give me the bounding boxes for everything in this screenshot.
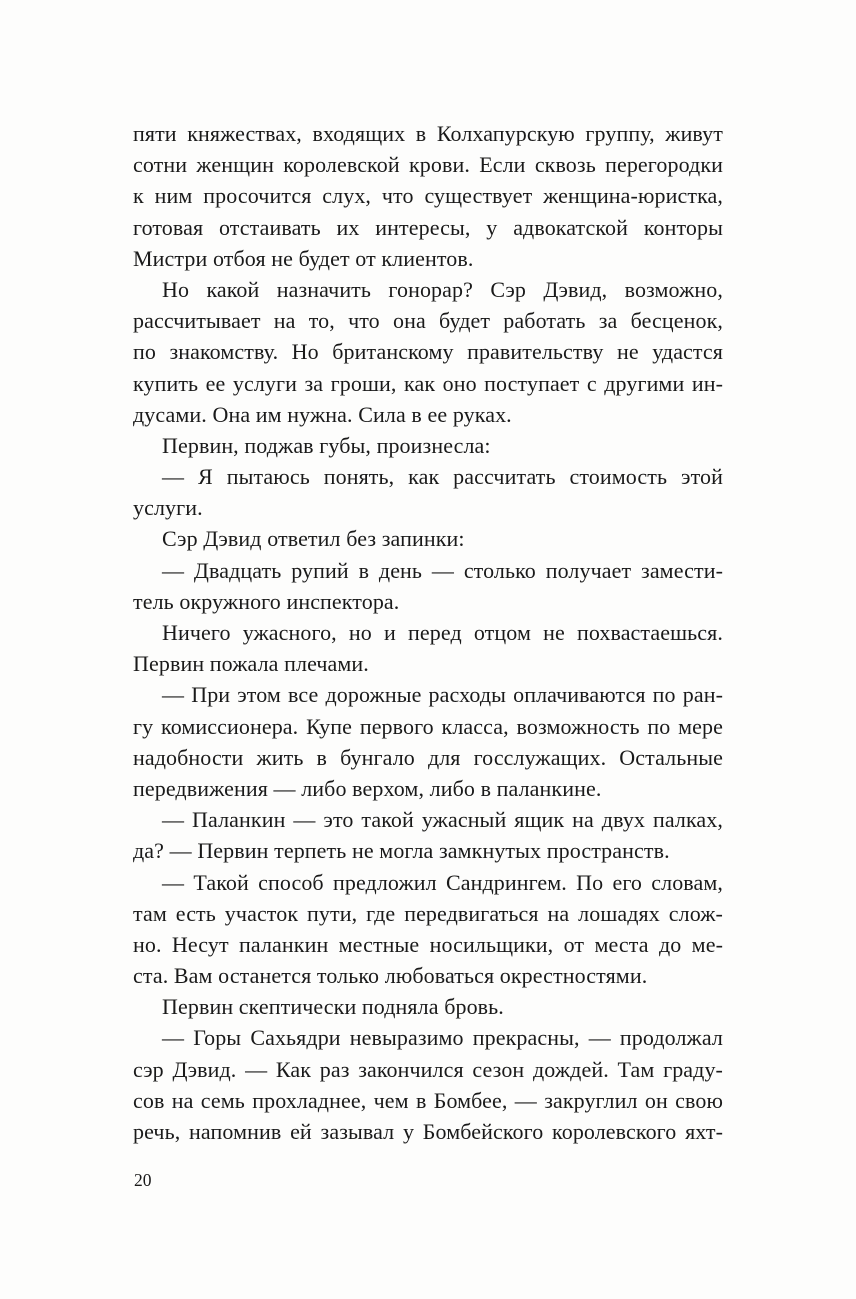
text-line: — При этом все дорожные расходы оплачиваются по ран- bbox=[162, 682, 723, 708]
text-line: Первин, поджав губы, произнесла: bbox=[162, 432, 491, 458]
paragraph bbox=[133, 523, 723, 554]
paragraph bbox=[133, 867, 723, 992]
paragraph bbox=[133, 991, 723, 1022]
text-line: пяти княжествах, входящих в Колхапурскую группу, живут bbox=[133, 121, 723, 146]
text-line: да? — Первин терпеть не могла замкнутых пространств. bbox=[133, 838, 670, 864]
text-line: надобности жить в бунгало для госслужащих. Остальные bbox=[133, 744, 723, 770]
paragraph bbox=[133, 461, 723, 523]
text-block bbox=[133, 118, 723, 1147]
text-line: гу комиссионера. Купе первого класса, возможность по мере bbox=[133, 713, 723, 739]
text-line: передвижения — либо верхом, либо в паланкине. bbox=[133, 775, 602, 801]
text-line: там есть участок пути, где передвигаться на лошадях слож- bbox=[133, 900, 723, 926]
text-line: — Горы Сахьядри невыразимо прекрасны, — продолжал bbox=[162, 1025, 723, 1051]
text-line: Первин скептически подняла бровь. bbox=[162, 994, 504, 1020]
paragraph bbox=[133, 430, 723, 461]
text-line: но. Несут паланкин местные носильщики, от места до ме- bbox=[133, 931, 723, 957]
text-line: сов на семь прохладнее, чем в Бомбее, — закруглил он свою bbox=[133, 1087, 723, 1113]
paragraph bbox=[133, 274, 723, 430]
text-line: Ничего ужасного, но и перед отцом не похвастаешься. bbox=[162, 620, 723, 645]
paragraph bbox=[133, 118, 723, 274]
paragraph bbox=[133, 555, 723, 617]
text-line: Первин пожала плечами. bbox=[133, 651, 369, 677]
text-line: дусами. Она им нужна. Сила в ее руках. bbox=[133, 401, 512, 427]
paragraph bbox=[133, 679, 723, 804]
text-line: услуги. bbox=[133, 495, 203, 521]
text-line: к ним просочится слух, что существует женщина-юристка, bbox=[133, 183, 723, 209]
text-line: готовая отстаивать их интересы, у адвокатской конторы bbox=[133, 214, 723, 240]
text-line: Мистри отбоя не будет от клиентов. bbox=[133, 245, 474, 271]
text-line: речь, напомнив ей зазывал у Бомбейского королевского яхт- bbox=[133, 1119, 723, 1144]
text-line: — Паланкин — это такой ужасный ящик на двух палках, bbox=[162, 807, 723, 833]
text-line: тель окружного инспектора. bbox=[133, 588, 400, 614]
text-line: рассчитывает на то, что она будет работать за бесценок, bbox=[133, 308, 723, 334]
text-line: сэр Дэвид. — Как раз закончился сезон дождей. Там граду- bbox=[133, 1056, 723, 1082]
paragraph bbox=[133, 617, 723, 679]
text-line: сотни женщин королевской крови. Если сквозь перегородки bbox=[133, 152, 723, 178]
text-line: купить ее услуги за гроши, как оно поступает с другими ин- bbox=[133, 370, 723, 396]
text-line: по знакомству. Но британскому правительству не удастся bbox=[133, 339, 723, 365]
text-line: ста. Вам останется только любоваться окрестностями. bbox=[133, 963, 648, 989]
paragraph bbox=[133, 804, 723, 866]
text-line: Сэр Дэвид ответил без запинки: bbox=[162, 526, 465, 552]
text-line: — Двадцать рупий в день — столько получает замести- bbox=[162, 557, 723, 583]
paragraph bbox=[133, 1022, 723, 1147]
text-line: — Такой способ предложил Сандрингем. По его словам, bbox=[162, 869, 723, 895]
text-line: Но какой назначить гонорар? Сэр Дэвид, возможно, bbox=[162, 276, 723, 302]
page-number: 20 bbox=[134, 1170, 152, 1190]
text-line: — Я пытаюсь понять, как рассчитать стоимость этой bbox=[162, 464, 723, 490]
